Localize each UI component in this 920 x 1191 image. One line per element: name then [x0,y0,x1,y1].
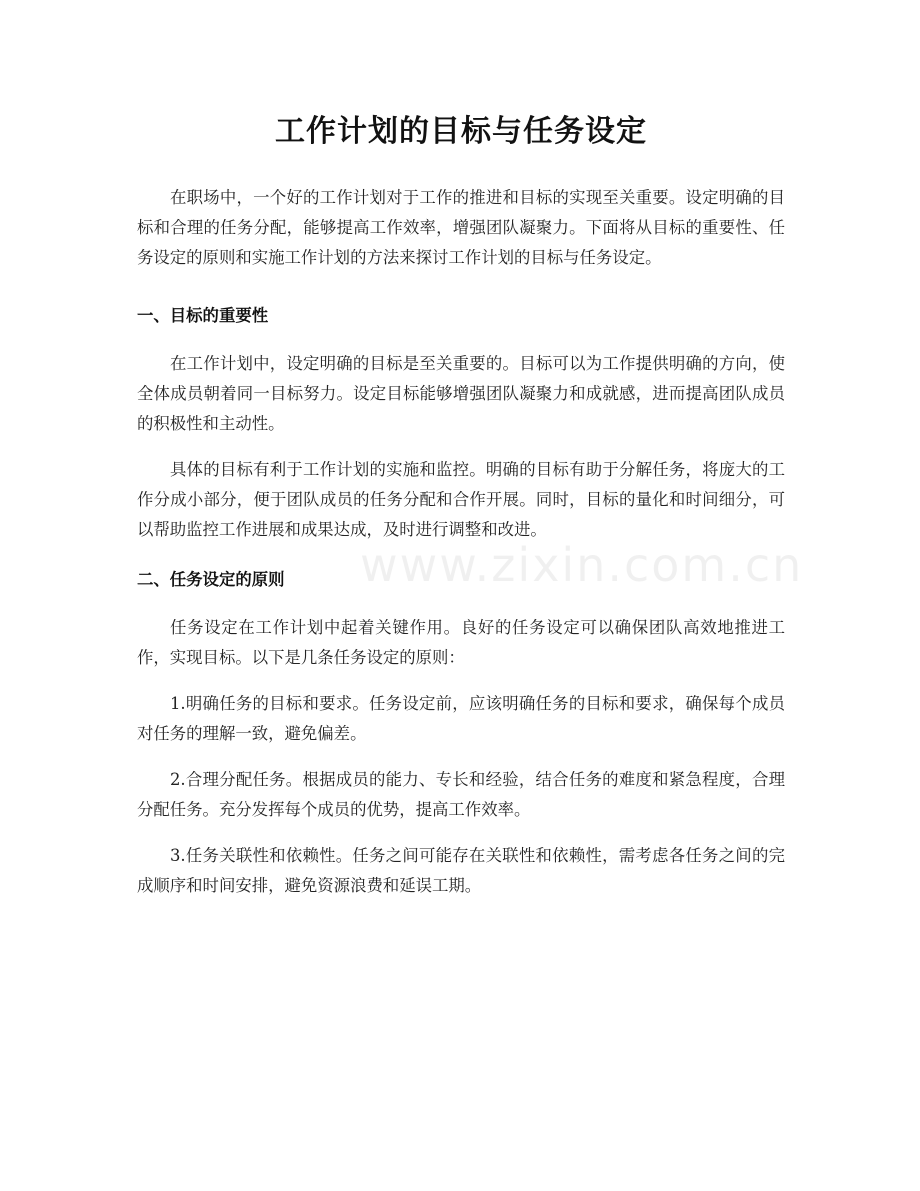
list-item-principle-1: 1.明确任务的目标和要求。任务设定前，应该明确任务的目标和要求，确保每个成员对任务的理解一致，避免偏差。 [137,694,785,743]
list-item-principle-2: 2.合理分配任务。根据成员的能力、专长和经验，结合任务的难度和紧急程度，合理分配任务。充分发挥每个成员的优势，提高工作效率。 [137,770,785,819]
section-heading-task-principles: 二、任务设定的原则 [137,570,285,589]
document-title: 工作计划的目标与任务设定 [275,114,647,149]
paragraph: 任务设定在工作计划中起着关键作用。良好的任务设定可以确保团队高效地推进工作，实现目标。以下是几条任务设定的原则： [137,618,785,667]
intro-paragraph: 在职场中，一个好的工作计划对于工作的推进和目标的实现至关重要。设定明确的目标和合理的任务分配，能够提高工作效率，增强团队凝聚力。下面将从目标的重要性、任务设定的原则和实施工作计划的方法来探讨工作计划的目标与任务设定。 [137,188,785,267]
document-page [137,0,785,901]
list-item-principle-3: 3.任务关联性和依赖性。任务之间可能存在关联性和依赖性，需考虑各任务之间的完成顺序和时间安排，避免资源浪费和延误工期。 [137,846,785,895]
paragraph: 在工作计划中，设定明确的目标是至关重要的。目标可以为工作提供明确的方向，使全体成员朝着同一目标努力。设定目标能够增强团队凝聚力和成就感，进而提高团队成员的积极性和主动性。 [137,354,785,433]
paragraph: 具体的目标有利于工作计划的实施和监控。明确的目标有助于分解任务，将庞大的工作分成小部分，便于团队成员的任务分配和合作开展。同时，目标的量化和时间细分，可以帮助监控工作进展和成果达成，及时进行调整和改进。 [137,460,785,539]
watermark: www.zixin.com.cn [360,538,804,592]
section-heading-goal-importance: 一、目标的重要性 [137,306,269,325]
